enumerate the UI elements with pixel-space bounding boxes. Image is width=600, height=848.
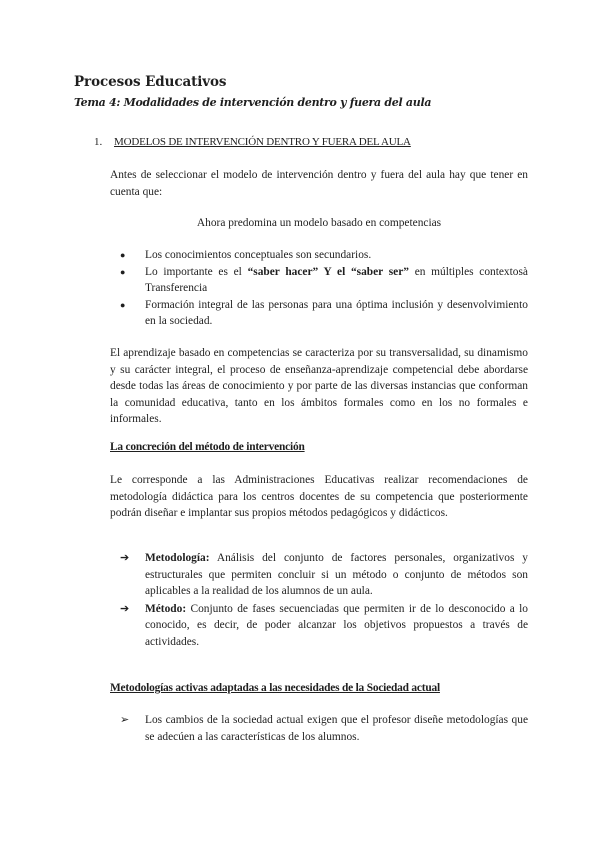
arrow-icon: ➔ (120, 552, 130, 564)
list-item (110, 297, 528, 330)
definition-term: Metodología: (145, 552, 210, 564)
centered-statement: Ahora predomina un modelo basado en competencias (196, 217, 442, 229)
definition-text: Conjunto de fases secuenciadas que permiten ir de lo desconocido a lo conocido, es decir, de poder alcanzar los objetivos propuestos a través de actividades. (145, 602, 528, 648)
section-number: 1. (94, 136, 103, 148)
list-item (110, 247, 528, 264)
document-title: Procesos Educativos (74, 74, 227, 90)
method-definition-list (110, 550, 528, 650)
section-1-heading (94, 136, 411, 148)
competency-bullet-list (110, 247, 528, 330)
section-title: MODELOS DE INTERVENCIÓN DENTRO Y FUERA DEL AULA (114, 136, 411, 148)
arrow-icon: ➔ (120, 602, 130, 615)
bullet-text-bold: “saber hacer” Y el “saber ser” (247, 265, 409, 278)
definition-text: Análisis del conjunto de factores personales, organizativos y estructurales que permiten concluir si un método o conjunto de métodos son aplicables a la realidad de los alumnos de un aula. (145, 552, 528, 597)
list-item-text: Los cambios de la sociedad actual exigen que el profesor diseñe metodologías que se adecúen a las características de los alumnos. (145, 714, 528, 743)
method-paragraph: Le corresponde a las Administraciones Educativas realizar recomendaciones de metodología didáctica para los centros docentes de su competencia que posteriormente podrán diseñar e implantar sus propios métodos pedagógicos y didácticos. (110, 474, 528, 519)
competency-paragraph: El aprendizaje basado en competencias se caracteriza por su transversalidad, su dinamismo y su carácter integral, el proceso de enseñanza-aprendizaje competencial debe abordarse desde todas las áreas de conocimiento y por parte de las diversas instancias que conforman la comunidad educativa, tanto en los ámbitos formales como en los no formales e informales. (110, 347, 528, 425)
list-item (110, 264, 528, 297)
list-item (110, 601, 528, 651)
triangle-arrow-icon: ➢ (120, 714, 130, 726)
method-heading: La concreción del método de intervención (110, 441, 305, 453)
bullet-text-post: en múltiples contextosà Transferencia (145, 265, 528, 294)
intro-paragraph: Antes de seleccionar el modelo de intervención dentro y fuera del aula hay que tener en cuenta que: (110, 169, 528, 198)
definition-term: Método: (145, 602, 187, 615)
bullet-icon: ● (120, 266, 126, 277)
bullet-text: Los conocimientos conceptuales son secundarios. (145, 249, 372, 261)
list-item (110, 712, 528, 745)
active-methodologies-list (110, 712, 528, 745)
bullet-text: Formación integral de las personas para una óptima inclusión y desenvolvimiento en la sociedad. (145, 298, 528, 327)
bullet-icon: ● (120, 299, 126, 310)
document-subtitle: Tema 4: Modalidades de intervención dentro y fuera del aula (74, 96, 432, 109)
active-methodologies-heading: Metodologías activas adaptadas a las necesidades de la Sociedad actual (110, 682, 440, 694)
bullet-icon: ● (120, 250, 126, 260)
bullet-text-pre: Lo importante es el (145, 265, 248, 278)
list-item (110, 550, 528, 600)
